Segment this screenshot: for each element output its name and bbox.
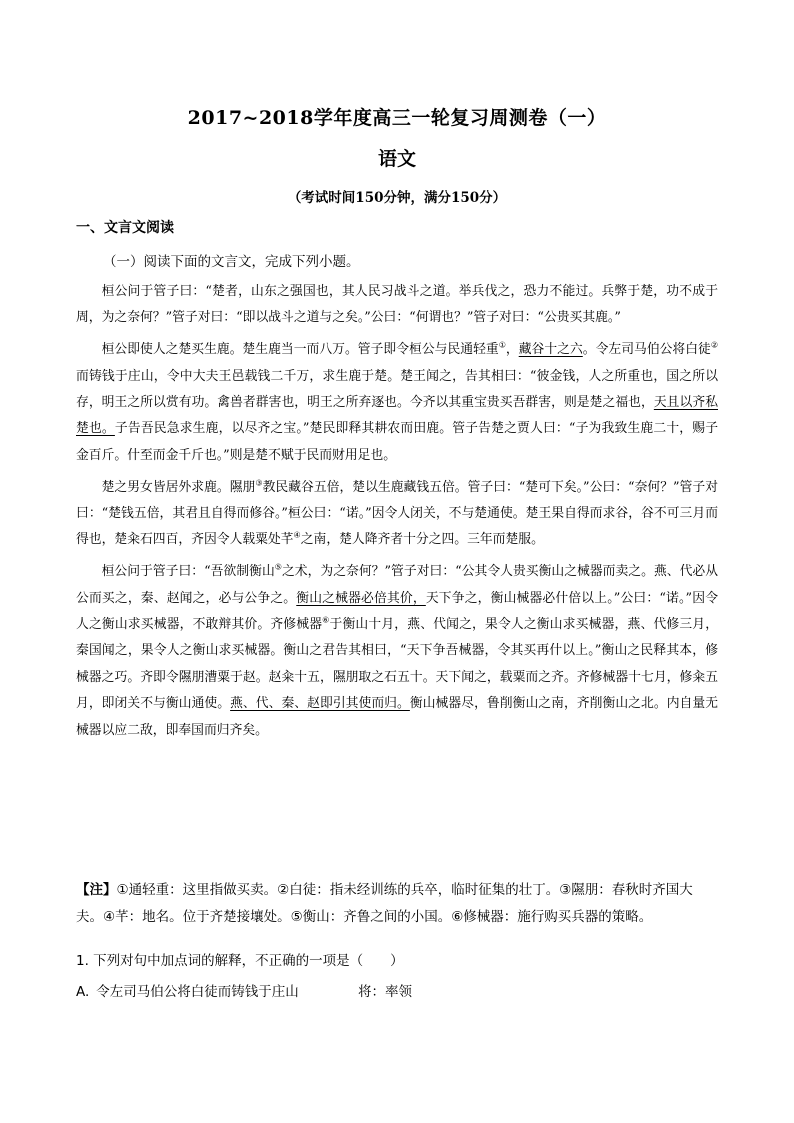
question-1: 1. 下列对句中加点词的解释，不正确的一项是（ ） xyxy=(76,953,404,969)
underlined-phrase: 燕、代、秦、赵即引其使而归。 xyxy=(230,696,410,712)
passage-text: 天下争之，衡山械器必什倍以上。”公曰：“诺。”因令人之衡山求买械器，不敢辩其价。齐修械器 xyxy=(76,590,719,633)
passage-text: 子告吾民急求生鹿，以尽齐之宝。”楚民即释其耕农而田鹿。管子告楚之贾人曰：“子为我致生鹿二十，赐子金百斤。什至而金千斤也。”则是楚不赋于民而财用足也。 xyxy=(76,421,719,463)
passage-text: 桓公问于管子曰：“吾欲制衡山 xyxy=(101,564,275,580)
footnote-marker: ④ xyxy=(293,531,301,541)
passage-text: 于衡山十月，燕、代闻之，果令人之衡山求买械器，燕、代修三月，秦国闻之，果令人之衡山求买械器。衡山之君告其相曰，“天下争吾械器，令其买再什以上。”衡山之民释其本，修械器之巧。齐即令隰朋漕粟于赵。赵籴十五，隰朋取之石五十。天下闻之，载粟而之齐。齐修械器十七月，修籴五月，即闭关不与衡山通使。 xyxy=(76,617,719,712)
passage-text: 衡山械器尽，鲁削衡山之南，齐削衡山之北。内自量无械器以应二敌，即奉国而归齐矣。 xyxy=(76,696,719,738)
option-letter: A. xyxy=(76,984,90,1000)
underlined-phrase: 藏谷十之六 xyxy=(518,342,583,358)
passage-text: 桓公即使人之楚买生鹿。楚生鹿当一而八万。管子即令桓公与民通轻重 xyxy=(101,342,499,358)
subject-title: 语文 xyxy=(377,148,416,170)
option-sentence: 令左司马伯公将白徒而铸钱于庄山 xyxy=(96,984,299,1000)
exam-title: 2017~2018学年度高三一轮复习周测卷（一） xyxy=(187,107,607,129)
notes-label: 【注】 xyxy=(76,882,117,898)
passage-text: 桓公问于管子曰：“楚者，山东之强国也，其人民习战斗之道。举兵伐之，恐力不能过。兵弊于楚，功不成于周，为之奈何？”管子对曰：“即以战斗之道与之矣。”公曰：“何谓也？”管子对曰：“公贵买其鹿。” xyxy=(76,284,718,326)
footnote-marker: ① xyxy=(498,340,506,350)
underlined-phrase: 天且以齐私楚也。 xyxy=(76,395,719,437)
footnote-marker: ③ xyxy=(255,478,263,488)
passage-text: 楚之男女皆居外求鹿。隰朋 xyxy=(101,479,256,495)
passage-text: 。令左司马伯公将白徒 xyxy=(582,342,711,358)
passage-paragraph-4 xyxy=(76,559,718,744)
footnote-marker: ⑤ xyxy=(274,562,282,572)
reading-instruction: （一）阅读下面的文言文，完成下列小题。 xyxy=(103,254,360,270)
passage-text: 之术，为之奈何？”管子对曰：“公其令人贵买衡山之械器而卖之。燕、代必从公而买之，秦、赵闻之，必与公争之。 xyxy=(76,564,719,606)
option-gloss: 将：率领 xyxy=(358,984,412,1000)
passage-text: 之南，楚人降齐者十分之四。三年而楚服。 xyxy=(300,532,544,548)
passage-paragraph-3 xyxy=(76,475,718,554)
passage-paragraph-1 xyxy=(76,279,718,332)
passage-text: ， xyxy=(505,342,519,358)
classical-passage xyxy=(76,279,718,744)
passage-text: 教民藏谷五倍，楚以生鹿藏钱五倍。管子曰：“楚可下矣。”公曰：“奈何？”管子对曰：“楚钱五倍，其君且自得而修谷。”桓公曰：“诺。”因令人闭关，不与楚通使。楚王果自得而求谷，谷不可三月而得也，楚籴石四百，齐因令人载粟处芊 xyxy=(76,479,719,548)
notes-text: ①通轻重：这里指做买卖。②白徒：指未经训练的兵卒，临时征集的壮丁。③隰朋：春秋时齐国大夫。④芊：地名。位于齐楚接壤处。⑤衡山：齐鲁之间的小国。⑥修械器：施行购买兵器的策略。 xyxy=(76,882,693,925)
passage-paragraph-2 xyxy=(76,337,718,469)
exam-info: （考试时间150分钟，满分150分） xyxy=(287,190,507,206)
passage-text: 而铸钱于庄山，令中大夫王邑载钱二千万，求生鹿于楚。楚王闻之，告其相曰：“彼金钱，人之所重也，国之所以存，明王之所以赏有功。禽兽者群害也，明王之所弃逐也。今齐以其重宝贵买吾群害，则是楚之福也， xyxy=(76,368,718,411)
section-heading: 一、文言文阅读 xyxy=(76,220,174,236)
underlined-phrase: 衡山之械器必倍其价， xyxy=(296,590,426,606)
annotation-notes xyxy=(76,877,718,931)
footnote-marker: ② xyxy=(710,340,719,350)
option-a xyxy=(76,980,718,1000)
footnote-marker: ⑥ xyxy=(322,615,330,625)
